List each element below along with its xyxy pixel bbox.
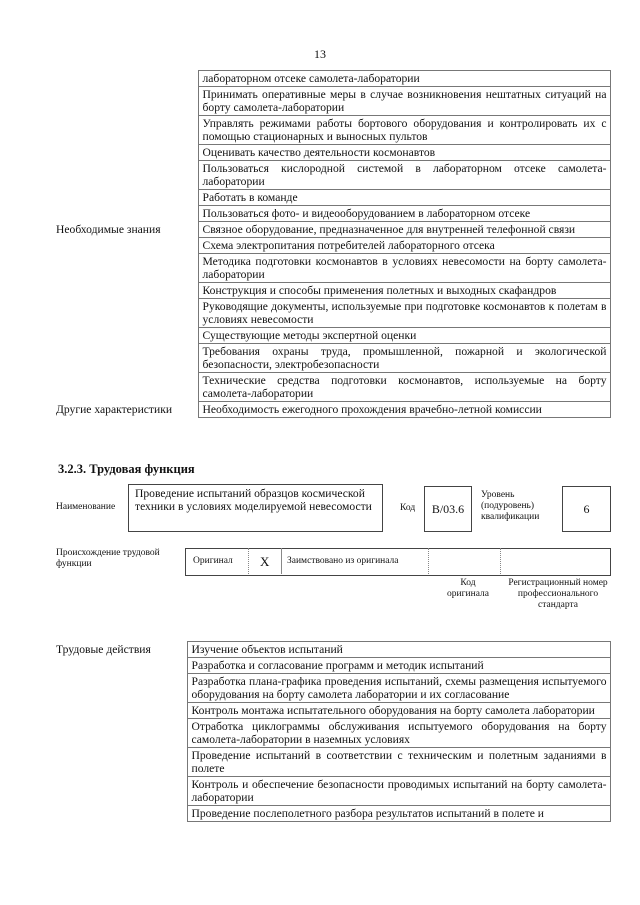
code-original-caption: Код оригинала: [447, 578, 489, 599]
row-category-label: [54, 87, 198, 116]
row-category-label: [54, 703, 187, 719]
table-row: [54, 71, 610, 87]
row-category-label: [54, 206, 198, 222]
code-label: Код: [400, 503, 416, 513]
row-category-label: [54, 71, 198, 87]
table-row: [54, 719, 610, 748]
row-content: Оценивать качество деятельности космонавтов: [198, 145, 610, 161]
table-row: [54, 145, 610, 161]
name-label: Наименование: [56, 502, 116, 512]
level-box: [562, 486, 611, 532]
row-category-label: [54, 806, 187, 822]
table-row: [54, 206, 610, 222]
row-category-label: [54, 328, 198, 344]
origin-divider-2: [281, 548, 282, 574]
section-title: 3.2.3. Трудовая функция: [58, 462, 195, 476]
row-category-label: [54, 254, 198, 283]
row-content: Контроль и обеспечение безопасности проводимых испытаний на борту самолета-лаборатории: [187, 777, 610, 806]
row-category-label: [54, 777, 187, 806]
row-content: Конструкция и способы применения полетных и выходных скафандров: [198, 283, 610, 299]
table-row: [54, 344, 610, 373]
row-content: Пользоваться кислородной системой в лабораторном отсеке самолета-лаборатории: [198, 161, 610, 190]
code-value: B/03.6: [431, 502, 465, 516]
work-actions-table: [54, 641, 611, 822]
original-label: Оригинал: [193, 556, 233, 566]
row-content: лабораторном отсеке самолета-лаборатории: [198, 71, 610, 87]
table-row: [54, 283, 610, 299]
code-box: [424, 486, 472, 532]
row-content: Необходимость ежегодного прохождения врачебно-летной комиссии: [198, 402, 610, 418]
table-row: [54, 402, 610, 418]
row-content: Разработка и согласование программ и методик испытаний: [187, 658, 610, 674]
row-category-label: [54, 145, 198, 161]
row-content: Принимать оперативные меры в случае возникновения нештатных ситуаций на борту самолета-лаборатории: [198, 87, 610, 116]
row-content: Схема электропитания потребителей лабораторного отсека: [198, 238, 610, 254]
table-row: [54, 748, 610, 777]
row-content: Существующие методы экспертной оценки: [198, 328, 610, 344]
row-content: Отработка циклограммы обслуживания испытуемого оборудования на борту самолета-лаборатории в наземных условиях: [187, 719, 610, 748]
row-category-label: [54, 161, 198, 190]
row-category-label: [54, 238, 198, 254]
table-row: [54, 674, 610, 703]
table-row: [54, 658, 610, 674]
table-row: [54, 254, 610, 283]
row-content: Связное оборудование, предназначенное для внутренней телефонной связи: [198, 222, 610, 238]
row-content: Изучение объектов испытаний: [187, 642, 610, 658]
row-content: Разработка плана-графика проведения испытаний, схемы размещения испытуемого оборудования на борту самолета лаборатории и их согласование: [187, 674, 610, 703]
origin-divider-1: [248, 548, 249, 574]
table-row: [54, 806, 610, 822]
table-row: [54, 642, 610, 658]
table-row: [54, 777, 610, 806]
row-content: Пользоваться фото- и видеооборудованием в лабораторном отсеке: [198, 206, 610, 222]
row-content: Методика подготовки космонавтов в условиях невесомости на борту самолета-лаборатории: [198, 254, 610, 283]
row-category-label: [54, 748, 187, 777]
row-category-label: Необходимые знания: [56, 222, 161, 236]
row-category-label: [54, 190, 198, 206]
table-row: [54, 703, 610, 719]
origin-divider-4: [500, 548, 501, 574]
table-row: [54, 87, 610, 116]
row-category-label: [54, 373, 198, 402]
page-number: 13: [314, 47, 326, 61]
level-label: Уровень (подуровень) квалификации: [481, 490, 540, 522]
table-row: [54, 299, 610, 328]
function-name-box: [128, 484, 383, 532]
table-row: [54, 161, 610, 190]
row-content: Проведение испытаний в соответствии с техническим и полетным заданиями в полете: [187, 748, 610, 777]
row-content: Технические средства подготовки космонавтов, используемые на борту самолета-лаборатории: [198, 373, 610, 402]
registration-caption: Регистрационный номер профессионального стандарта: [508, 578, 608, 610]
row-category-label: [54, 719, 187, 748]
table-row: [54, 328, 610, 344]
row-category-label: [54, 658, 187, 674]
row-content: Работать в команде: [198, 190, 610, 206]
row-content: Руководящие документы, используемые при подготовке космонавтов к полетам в условиях невесомости: [198, 299, 610, 328]
skills-knowledge-table: [54, 70, 611, 418]
row-content: Управлять режимами работы бортового оборудования и контролировать их с помощью стационарных и выносных пультов: [198, 116, 610, 145]
row-category-label: [54, 283, 198, 299]
function-name: Проведение испытаний образцов космической техники в условиях моделируемой невесомости: [135, 487, 372, 513]
table-row: [54, 116, 610, 145]
original-mark: X: [260, 554, 270, 569]
origin-divider-3: [428, 548, 429, 574]
table-row: [54, 222, 610, 238]
origin-label: Происхождение трудовой функции: [56, 548, 160, 569]
row-content: Контроль монтажа испытательного оборудования на борту самолета лаборатории: [187, 703, 610, 719]
table-row: [54, 238, 610, 254]
row-category-label: Другие характеристики: [56, 402, 173, 416]
level-value: 6: [583, 502, 590, 516]
row-category-label: [54, 116, 198, 145]
row-content: Требования охраны труда, промышленной, пожарной и экологической безопасности, электробезопасности: [198, 344, 610, 373]
row-category-label: Трудовые действия: [56, 642, 151, 656]
borrowed-label: Заимствовано из оригинала: [287, 556, 399, 566]
row-category-label: [54, 344, 198, 373]
table-row: [54, 373, 610, 402]
row-content: Проведение послеполетного разбора результатов испытаний в полете и: [187, 806, 610, 822]
table-row: [54, 190, 610, 206]
row-category-label: [54, 299, 198, 328]
row-category-label: [54, 674, 187, 703]
